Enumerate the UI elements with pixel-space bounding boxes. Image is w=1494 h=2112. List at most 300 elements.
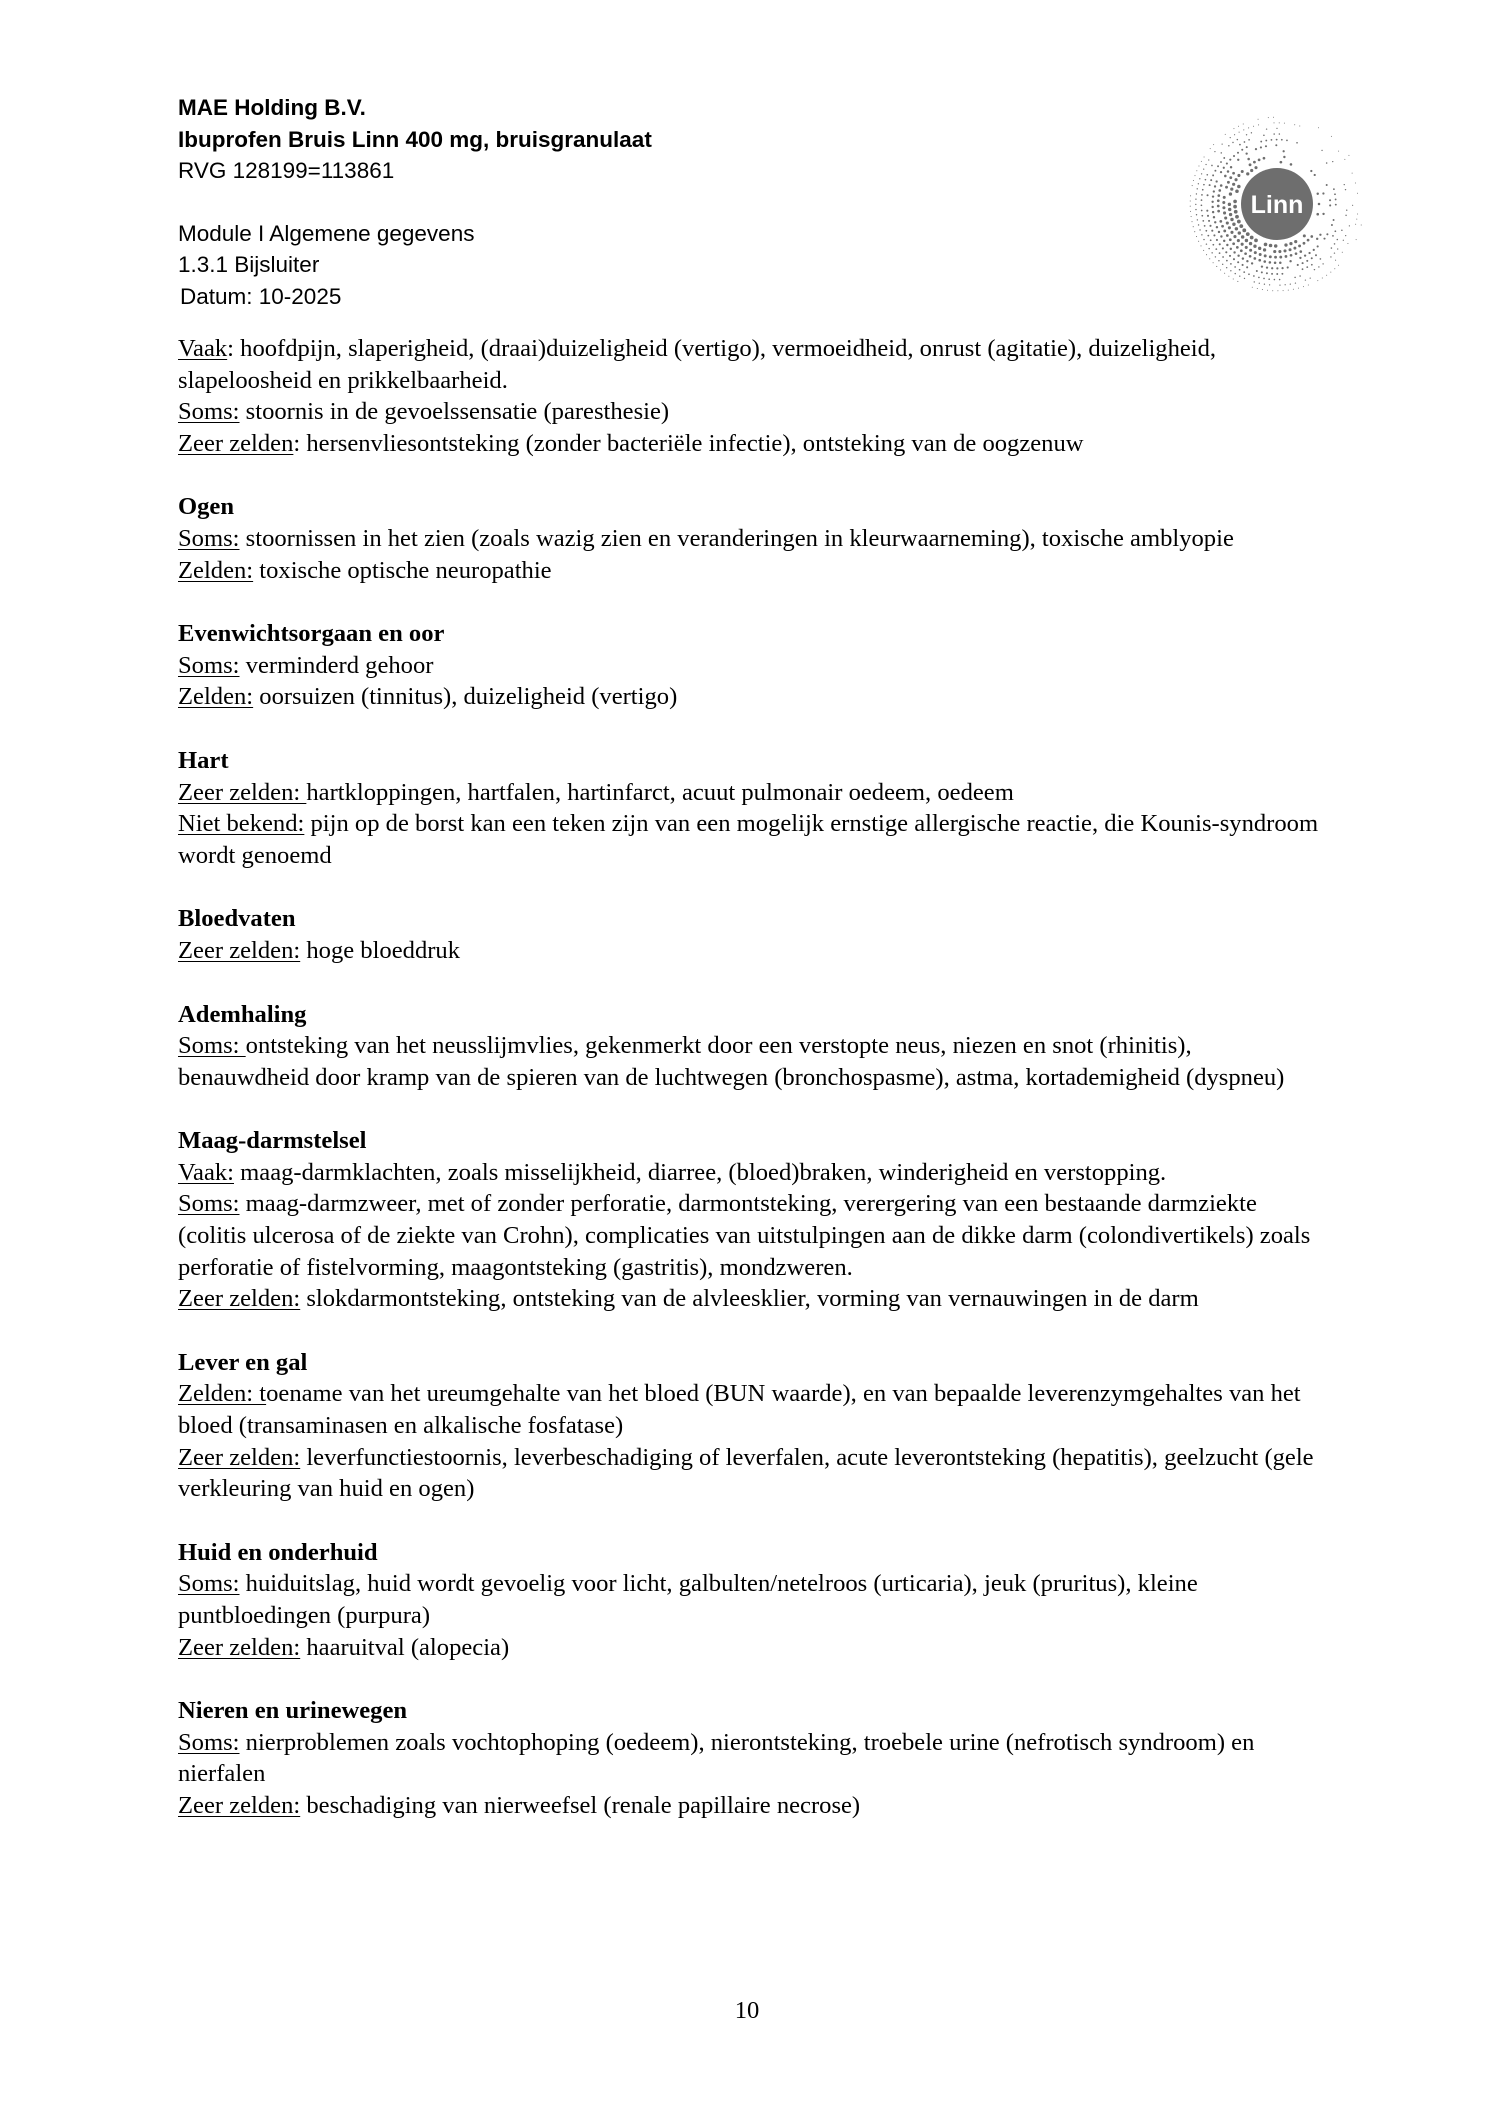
logo-dot: [1335, 260, 1336, 261]
logo-dot: [1334, 252, 1335, 253]
logo-dot: [1247, 158, 1250, 161]
logo-dot: [1355, 183, 1356, 184]
logo-dot: [1232, 183, 1235, 186]
logo-dot: [1237, 152, 1239, 154]
logo-dot: [1205, 179, 1207, 181]
logo-dot: [1212, 211, 1214, 213]
logo-dot: [1322, 213, 1324, 215]
logo-dot: [1356, 239, 1357, 240]
logo-dot: [1298, 244, 1301, 247]
entry-text: leverfunctiestoornis, leverbeschadiging of leverfalen, acute leverontsteking (hepatitis), geelzucht (gele verkleuring van huid en ogen): [178, 1443, 1314, 1503]
frequency-entry: [178, 428, 1328, 460]
logo-dot: [1246, 146, 1248, 148]
logo-dot: [1207, 215, 1209, 217]
logo-dot: [1237, 261, 1239, 263]
logo-dot: [1230, 187, 1233, 190]
frequency-label: Zeer zelden:: [178, 778, 307, 806]
company-name: MAE Holding B.V.: [178, 95, 366, 120]
frequency-separator: :: [227, 335, 235, 362]
logo-dot: [1313, 249, 1315, 251]
document-header: [178, 92, 652, 312]
logo-dot: [1271, 139, 1273, 141]
logo-dot: [1197, 188, 1198, 189]
section: [178, 1125, 1328, 1315]
logo-dot: [1237, 159, 1239, 161]
logo-dot: [1331, 136, 1332, 137]
logo-dot: [1238, 231, 1241, 234]
section-number: 1.3.1 Bijsluiter: [178, 252, 320, 277]
section-title: Maag-darmstelsel: [178, 1127, 367, 1155]
logo-dot: [1332, 235, 1334, 237]
logo-dot: [1197, 219, 1198, 220]
logo-dot: [1237, 174, 1240, 177]
frequency-label: Soms:: [178, 524, 240, 552]
logo-dot: [1333, 188, 1335, 190]
logo-dot: [1222, 206, 1225, 209]
logo-dot: [1345, 215, 1346, 216]
logo-dot: [1239, 144, 1241, 146]
logo-dot: [1234, 266, 1236, 268]
logo-dot: [1196, 193, 1197, 194]
logo-dot: [1241, 149, 1243, 151]
logo-dot: [1258, 119, 1259, 120]
frequency-entry: [178, 1188, 1328, 1283]
logo-dot: [1206, 254, 1207, 255]
frequency-label: Soms:: [178, 1728, 240, 1756]
frequency-entry: [178, 777, 1328, 809]
logo-dot: [1224, 217, 1227, 220]
entry-text: haaruitval (alopecia): [300, 1633, 510, 1661]
logo-dot: [1337, 248, 1338, 249]
logo-dot: [1243, 124, 1244, 125]
logo-dot: [1202, 189, 1204, 191]
logo-dot: [1361, 224, 1362, 225]
logo-dot: [1233, 128, 1234, 129]
logo-dot: [1214, 151, 1215, 152]
logo-dot: [1211, 206, 1213, 208]
logo-dot: [1316, 238, 1318, 240]
logo-dot: [1239, 275, 1240, 276]
logo-dot: [1287, 266, 1289, 268]
logo-dot: [1242, 257, 1244, 259]
frequency-separator: :: [293, 429, 301, 457]
frequency-entry: [178, 650, 1328, 682]
logo-dot: [1211, 252, 1212, 253]
logo-dot: [1347, 243, 1348, 244]
logo-dot: [1209, 258, 1210, 259]
logo-dot: [1246, 232, 1250, 236]
logo-dot: [1199, 178, 1200, 179]
logo-dot: [1295, 252, 1298, 255]
logo-dot: [1218, 231, 1220, 233]
logo-dot: [1349, 225, 1350, 226]
logo-dot: [1338, 151, 1339, 152]
frequency-label: Niet bekend:: [178, 810, 305, 838]
logo-dot: [1257, 288, 1258, 289]
entry-text: oename van het ureumgehalte van het bloed (BUN waarde), en van bepaalde leverenzymgehaltes van het bloed (transaminasen en alkalische fosfatase): [178, 1380, 1301, 1440]
logo-dot: [1263, 157, 1266, 160]
logo-dot: [1216, 239, 1218, 241]
frequency-label: Zelden: t: [178, 1380, 267, 1408]
logo-dot: [1263, 134, 1265, 136]
logo-dot: [1237, 139, 1238, 140]
frequency-label: Soms:: [178, 1570, 240, 1598]
logo-dot: [1259, 283, 1260, 284]
logo-dot: [1239, 132, 1240, 133]
logo-dot: [1223, 230, 1226, 233]
logo-dot: [1195, 204, 1196, 205]
logo-dot: [1191, 221, 1192, 222]
logo-dot: [1268, 278, 1270, 280]
logo-dot: [1228, 203, 1231, 206]
logo-dot: [1308, 284, 1309, 285]
logo-dot: [1238, 126, 1239, 127]
section: [178, 903, 1328, 966]
logo-dot: [1283, 150, 1285, 152]
logo-dot: [1196, 214, 1197, 215]
logo-dot: [1194, 231, 1195, 232]
logo-dot: [1212, 195, 1214, 197]
logo-dot: [1273, 250, 1276, 253]
frequency-label: Vaak:: [178, 1158, 234, 1186]
logo-dot: [1329, 204, 1331, 206]
logo-dot: [1320, 258, 1322, 260]
logo-dot: [1323, 238, 1325, 240]
document-date: Datum: 10-2025: [180, 283, 342, 309]
logo-dot: [1237, 220, 1241, 224]
logo-dot: [1308, 252, 1310, 254]
logo-dot: [1330, 256, 1331, 257]
logo-dot: [1227, 181, 1230, 184]
logo-dot: [1208, 248, 1209, 249]
section-title: Hart: [178, 746, 229, 774]
logo-dot: [1190, 206, 1191, 207]
logo-dot: [1318, 127, 1319, 128]
logo-dot: [1264, 284, 1265, 285]
logo-dot: [1246, 266, 1248, 268]
logo-dot: [1223, 196, 1226, 199]
logo-dot: [1346, 210, 1347, 211]
logo-dot: [1194, 175, 1195, 176]
logo-dot: [1352, 205, 1353, 206]
logo-dot: [1233, 235, 1236, 238]
logo-dot: [1220, 184, 1223, 187]
logo-dot: [1229, 238, 1232, 241]
linn-logo: [1183, 110, 1371, 298]
logo-dot: [1344, 159, 1345, 160]
frequency-label: Soms:: [178, 1190, 240, 1218]
section: [178, 1347, 1328, 1505]
logo-dot: [1267, 290, 1268, 291]
logo-dot: [1221, 225, 1224, 228]
logo-dot: [1233, 258, 1235, 260]
entry-text: maag-darmzweer, met of zonder perforatie, darmontsteking, verergering van een bestaande darmziekte (colitis ulcerosa of de ziekte van Crohn), complicaties van uitstulpingen aan de dikke darm (colondivertikels) zoals perforatie of fistelvorming, maagontsteking (gastritis), mondzweren.: [178, 1190, 1311, 1281]
logo-dot: [1214, 170, 1216, 172]
logo-dot: [1343, 240, 1344, 241]
logo-dot: [1201, 173, 1202, 174]
section-title: Ogen: [178, 493, 235, 521]
logo-dot: [1201, 194, 1203, 196]
logo-dot: [1232, 242, 1235, 245]
logo-dot: [1195, 198, 1196, 199]
frequency-entry: [178, 1568, 1328, 1631]
logo-dot: [1253, 245, 1256, 248]
logo-dot: [1285, 284, 1286, 285]
logo-dot: [1281, 273, 1283, 275]
logo-dot: [1332, 161, 1333, 162]
logo-dot: [1295, 282, 1296, 283]
logo-dot: [1260, 141, 1262, 143]
logo-dot: [1241, 235, 1244, 238]
logo-dot: [1220, 235, 1222, 237]
logo-dot: [1213, 234, 1215, 236]
logo-dot: [1237, 255, 1239, 257]
frequency-label: Zeer zelden: [178, 429, 294, 457]
logo-dot: [1299, 126, 1300, 127]
logo-dot: [1213, 262, 1214, 263]
logo-dot: [1297, 264, 1299, 266]
frequency-entry: [178, 396, 1328, 428]
logo-dot: [1217, 199, 1220, 202]
logo-dot: [1207, 235, 1209, 237]
logo-dot: [1357, 193, 1358, 194]
logo-dot: [1271, 267, 1273, 269]
logo-dot: [1222, 264, 1223, 265]
logo-dot: [1355, 224, 1356, 225]
logo-dot: [1251, 132, 1252, 133]
logo-dot: [1246, 260, 1248, 262]
logo-dot: [1208, 220, 1210, 222]
frequency-entry: [178, 1157, 1328, 1189]
logo-dot: [1217, 205, 1220, 208]
logo-dot: [1237, 185, 1241, 189]
logo-dot: [1269, 284, 1270, 285]
entry-text: pijn op de borst kan een teken zijn van een mogelijk ernstige allergische reactie, die Kounis-syndroom wordt genoemd: [178, 810, 1319, 869]
logo-dot: [1196, 236, 1197, 237]
registration-number: RVG 128199=113861: [178, 158, 395, 183]
logo-dot: [1261, 271, 1263, 273]
logo-dot: [1304, 255, 1306, 257]
logo-dot: [1310, 235, 1313, 238]
frequency-entry: [178, 1378, 1328, 1441]
logo-dot: [1248, 273, 1250, 275]
logo-dot: [1239, 224, 1243, 228]
logo-dot: [1235, 273, 1236, 274]
frequency-label: Zelden:: [178, 683, 254, 711]
section: [178, 745, 1328, 871]
logo-dot: [1290, 163, 1293, 166]
logo-dot: [1338, 265, 1339, 266]
logo-dot: [1218, 189, 1221, 192]
logo-dot: [1215, 256, 1216, 257]
logo-dot: [1246, 172, 1249, 175]
logo-dot: [1241, 170, 1244, 173]
logo-dot: [1226, 162, 1228, 164]
logo-dot: [1233, 205, 1237, 209]
logo-dot: [1322, 278, 1323, 279]
frequency-entry: [178, 681, 1328, 713]
logo-dot: [1303, 242, 1306, 245]
logo-dot: [1298, 288, 1299, 289]
frequency-label: Zeer zelden:: [178, 1791, 301, 1819]
section: [178, 618, 1328, 713]
entry-text: huiduitslag, huid wordt gevoelig voor licht, galbulten/netelroos (urticaria), jeuk (pruritus), kleine puntbloedingen (purpura): [178, 1570, 1198, 1629]
entry-text: hoofdpijn, slaperigheid, (draai)duizeligheid (vertigo), vermoeidheid, onrust (agitatie), duizeligheid, slapeloosheid en prikkelbaarheid.: [178, 335, 1217, 394]
logo-dot: [1273, 117, 1274, 118]
logo-dot: [1334, 230, 1336, 232]
logo-dot: [1232, 142, 1233, 143]
logo-dot: [1235, 215, 1239, 219]
logo-dot: [1302, 262, 1304, 264]
logo-dot: [1333, 219, 1335, 221]
logo-dot: [1218, 260, 1219, 261]
logo-dot: [1211, 230, 1213, 232]
logo-dot: [1256, 270, 1258, 272]
logo-dot: [1219, 220, 1222, 223]
logo-dot: [1190, 211, 1191, 212]
logo-dot: [1249, 255, 1252, 258]
logo-dot: [1229, 255, 1231, 257]
section-title: Lever en gal: [178, 1348, 308, 1376]
logo-dot: [1223, 167, 1225, 169]
section-title: Huid en onderhuid: [178, 1538, 378, 1566]
logo-dot: [1211, 165, 1213, 167]
logo-dot: [1246, 153, 1248, 155]
logo-dot: [1210, 148, 1211, 149]
entry-text: slokdarmontsteking, ontsteking van de alvleesklier, vorming van vernauwingen in de darm: [300, 1285, 1199, 1313]
logo-dot: [1249, 249, 1252, 252]
logo-dot: [1217, 210, 1220, 213]
logo-dot: [1326, 233, 1328, 235]
logo-dot: [1230, 263, 1232, 265]
logo-dot: [1335, 204, 1337, 206]
logo-dot: [1213, 190, 1215, 192]
logo-dot: [1266, 272, 1268, 274]
logo-dot: [1196, 170, 1197, 171]
logo-dot: [1314, 269, 1315, 270]
logo-dot: [1283, 290, 1284, 291]
logo-dot: [1201, 161, 1202, 162]
logo-dot: [1322, 263, 1323, 264]
logo-dot: [1307, 239, 1310, 242]
logo-dot: [1239, 269, 1241, 271]
logo-dot: [1226, 260, 1228, 262]
logo-dot: [1237, 239, 1240, 242]
logo-dot: [1234, 134, 1235, 135]
logo-dot: [1206, 210, 1208, 212]
logo-dot: [1326, 184, 1328, 186]
logo-dot: [1281, 139, 1283, 141]
logo-dot: [1203, 168, 1204, 169]
logo-dot: [1223, 211, 1226, 214]
logo-dot: [1277, 290, 1278, 291]
entry-text: stoornissen in het zien (zoals wazig zien en veranderingen in kleurwaarneming), toxische amblyopie: [239, 524, 1234, 552]
logo-dot: [1250, 169, 1253, 172]
logo-dot: [1221, 152, 1223, 154]
logo-dot: [1216, 180, 1218, 182]
logo-dot: [1310, 278, 1311, 279]
logo-dot: [1263, 248, 1266, 251]
logo-dot: [1253, 161, 1256, 164]
logo-dot: [1193, 180, 1194, 181]
logo-dot: [1205, 164, 1206, 165]
entry-text: verminderd gehoor: [239, 651, 434, 679]
frequency-entry: [178, 1632, 1328, 1664]
logo-dot: [1233, 278, 1234, 279]
logo-dot: [1269, 261, 1272, 264]
logo-dot: [1279, 133, 1281, 135]
logo-dot: [1226, 234, 1229, 237]
section: [178, 491, 1328, 586]
logo-dot: [1253, 275, 1255, 277]
logo-dot: [1299, 257, 1301, 259]
frequency-entry: [178, 333, 1328, 396]
logo-dot: [1306, 260, 1308, 262]
section: [178, 999, 1328, 1094]
entry-text: beschadiging van nierweefsel (renale papillaire necrose): [300, 1791, 861, 1819]
logo-dot: [1232, 223, 1235, 226]
logo-dot: [1281, 267, 1283, 269]
logo-dot: [1329, 199, 1331, 201]
logo-dot: [1284, 123, 1285, 124]
logo-dot: [1334, 193, 1336, 195]
logo-dot: [1217, 194, 1220, 197]
logo-dot: [1233, 155, 1235, 157]
entry-text: maag-darmklachten, zoals misselijkheid, diarree, (bloed)braken, winderigheid en verstopping.: [234, 1158, 1167, 1186]
logo-dot: [1230, 270, 1231, 271]
logo-dot: [1265, 140, 1267, 142]
entry-text: hoge bloeddruk: [300, 936, 461, 964]
logo-dot: [1293, 247, 1296, 250]
logo-dot: [1248, 127, 1249, 128]
logo-dot: [1224, 175, 1227, 178]
logo-dot: [1258, 124, 1259, 125]
logo-dot: [1230, 231, 1233, 234]
logo-dot: [1203, 250, 1204, 251]
logo-dot: [1200, 245, 1201, 246]
logo-dot: [1228, 208, 1231, 211]
logo-dot: [1252, 287, 1253, 288]
logo-dot: [1214, 221, 1216, 223]
logo-dot: [1345, 235, 1346, 236]
logo-dot: [1263, 260, 1266, 263]
logo-dot: [1229, 192, 1232, 195]
product-name: Ibuprofen Bruis Linn 400 mg, bruisgranulaat: [178, 126, 652, 152]
logo-dot: [1294, 277, 1296, 279]
logo-dot: [1212, 244, 1214, 246]
logo-dot: [1290, 283, 1291, 284]
logo-dot: [1230, 137, 1231, 138]
logo-dot: [1202, 220, 1204, 222]
logo-dot: [1268, 117, 1269, 118]
logo-dot: [1264, 243, 1268, 247]
logo-dot: [1293, 289, 1294, 290]
logo-dot: [1193, 226, 1194, 227]
entry-text: hartkloppingen, hartfalen, hartinfarct, acuut pulmonair oedeem, oedeem: [306, 778, 1014, 806]
logo-dot: [1266, 266, 1268, 268]
logo-text: Linn: [1250, 191, 1304, 219]
entry-text: stoornis in de gevoelssensatie (paresthesie): [239, 398, 670, 426]
logo-dot: [1198, 165, 1199, 166]
logo-dot: [1278, 250, 1281, 253]
logo-dot: [1337, 239, 1339, 241]
logo-dot: [1191, 216, 1192, 217]
frequency-label: Zeer zelden:: [178, 936, 301, 964]
logo-dot: [1228, 276, 1229, 277]
logo-dot: [1271, 273, 1273, 275]
logo-dot: [1201, 210, 1203, 212]
entry-text: ontsteking van het neusslijmvlies, gekenmerkt door een verstopte neus, niezen en snot (rhinitis), benauwdheid door kramp van de spieren van de luchtwegen (bronchospasme), astma, kortademigheid (dyspneu): [178, 1032, 1285, 1091]
